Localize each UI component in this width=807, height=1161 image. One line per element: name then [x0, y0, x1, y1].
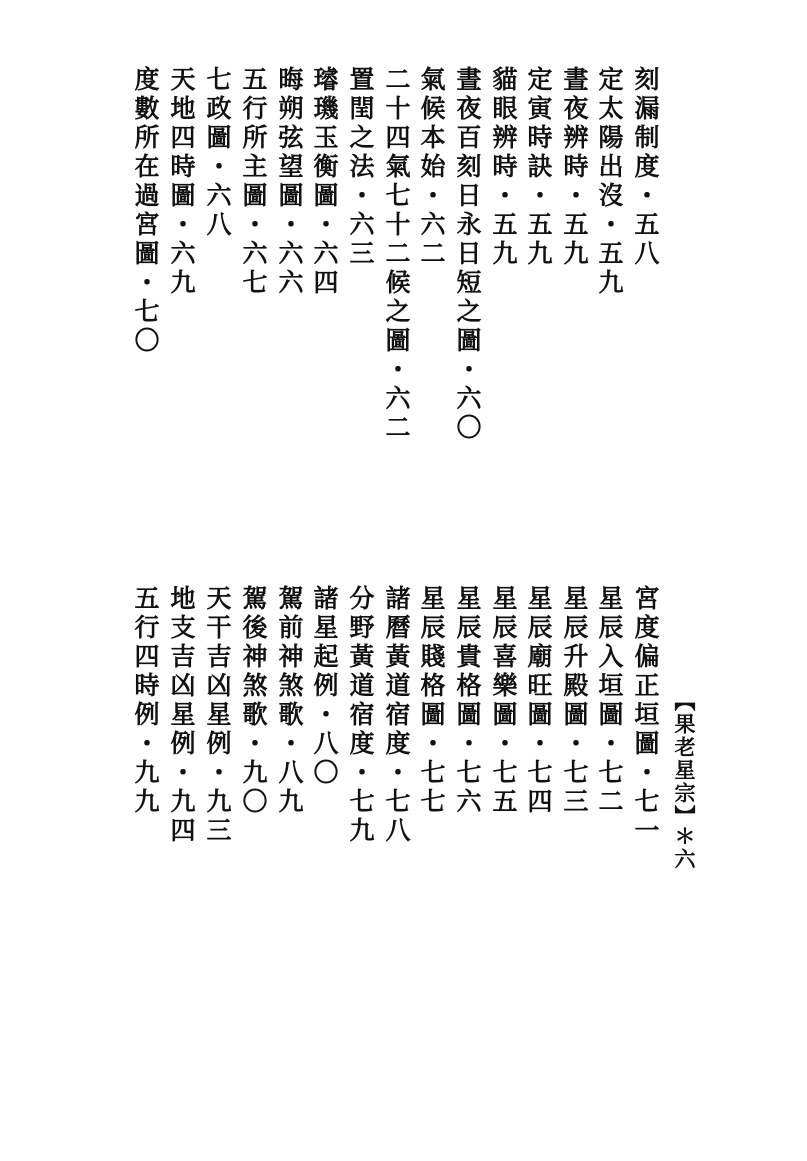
- toc-entry: 地支吉凶星例・九四: [167, 585, 196, 846]
- toc-entry: 璿璣玉衡圖・六四: [310, 66, 339, 298]
- toc-entry: 七政圖・六八: [203, 66, 232, 240]
- toc-entry: 置閏之法・六三: [346, 66, 375, 269]
- toc-entry: 定寅時訣・五九: [524, 66, 553, 269]
- toc-entry: 宮度偏正垣圖・七一: [631, 585, 660, 846]
- toc-entry: 星辰升殿圖・七三: [560, 585, 589, 817]
- toc-entry: 晝夜辨時・五九: [560, 66, 589, 269]
- toc-entry: 刻漏制度・五八: [631, 66, 660, 269]
- toc-entry: 分野黃道宿度・七九: [346, 585, 375, 846]
- toc-entry: 諸曆黃道宿度・七八: [382, 585, 411, 846]
- toc-entry: 五行四時例・九九: [131, 585, 160, 817]
- toc-entry: 晝夜百刻日永日短之圖・六〇: [453, 66, 482, 443]
- toc-entry: 氣候本始・六二: [417, 66, 446, 269]
- book-title: 【果老星宗】: [672, 690, 697, 828]
- page-number: ＊六: [672, 825, 697, 871]
- toc-entry: 駕前神煞歌・八九: [275, 585, 304, 817]
- toc-entry: 天地四時圖・六九: [167, 66, 196, 298]
- toc-entry: 五行所主圖・六七: [239, 66, 268, 298]
- toc-entry: 星辰喜樂圖・七五: [489, 585, 518, 817]
- toc-entry: 星辰入垣圖・七二: [595, 585, 624, 817]
- toc-entry: 天干吉凶星例・九三: [203, 585, 232, 846]
- toc-entry: 定太陽出沒・五九: [595, 66, 624, 298]
- toc-entry: 度數所在過宮圖・七〇: [131, 66, 160, 356]
- toc-entry: 晦朔弦望圖・六六: [275, 66, 304, 298]
- toc-entry: 星辰貴格圖・七六: [453, 585, 482, 817]
- toc-entry: 諸星起例・八〇: [310, 585, 339, 788]
- toc-entry: 二十四氣七十二候之圖・六二: [382, 66, 411, 443]
- toc-entry: 星辰賤格圖・七七: [417, 585, 446, 817]
- toc-entry: 駕後神煞歌・九〇: [239, 585, 268, 817]
- toc-entry: 星辰廟旺圖・七四: [524, 585, 553, 817]
- toc-entry: 貓眼辨時・五九: [489, 66, 518, 269]
